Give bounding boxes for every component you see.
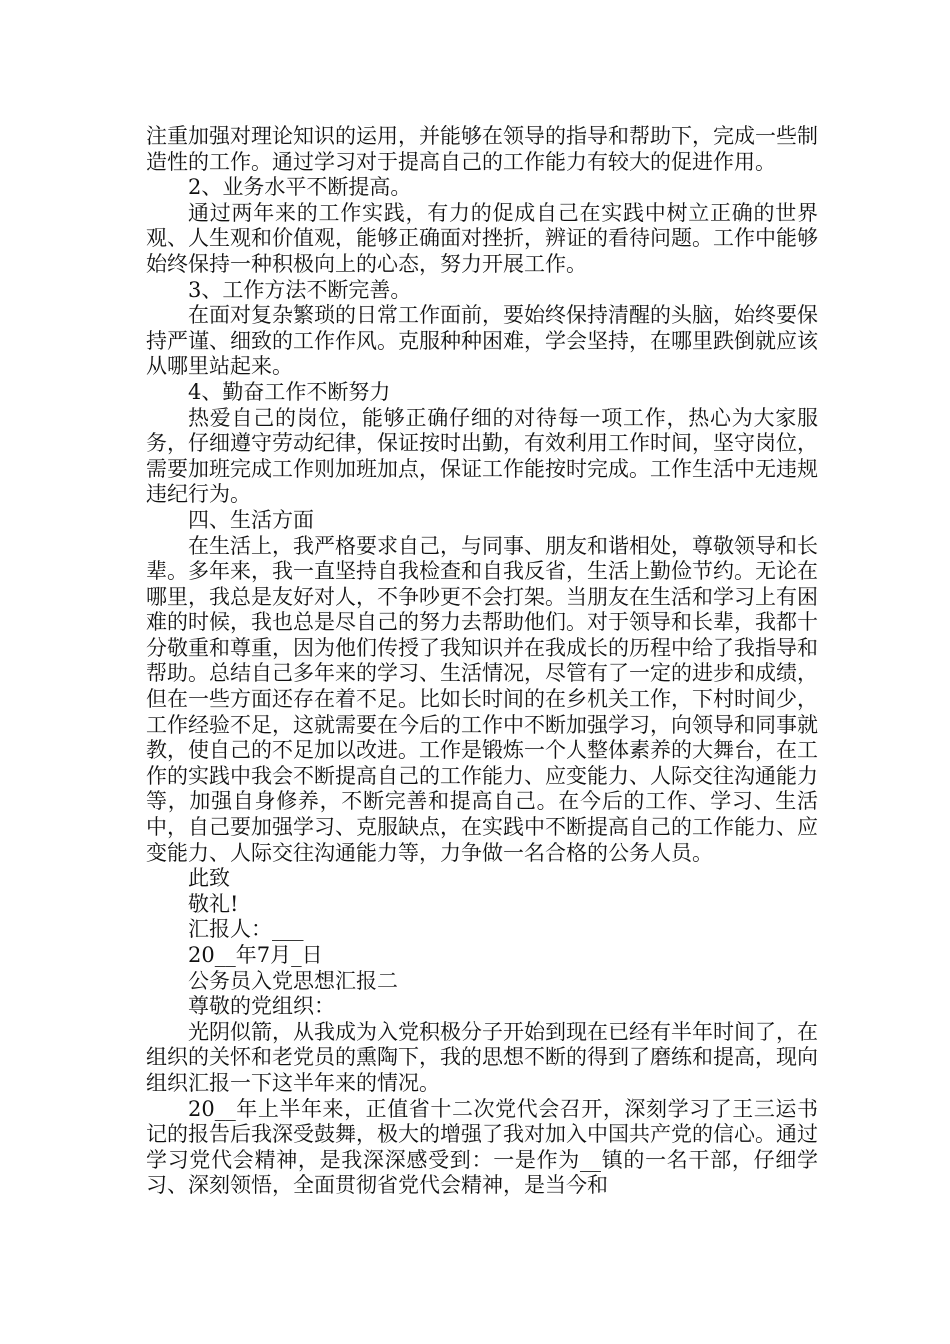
heading-diligent-work: 4、勤奋工作不断努力: [188, 379, 391, 404]
heading-work-method: 3、工作方法不断完善。: [188, 277, 412, 302]
document-page: [146, 124, 818, 1199]
heading-life-aspect: 四、生活方面: [188, 507, 314, 532]
paragraph-life: 在生活上，我严格要求自己，与同事、朋友和谐相处，尊敬领导和长辈。多年来，我一直坚持自我检查和自我反省，生活上勤俭节约。无论在哪里，我总是友好对人，不争吵更不会打架。当朋友在生活和学习上有困难的时候，我也总是尽自己的努力去帮助他们。对于领导和长辈，我都十分敬重和尊重，因为他们传授了我知识并在我成长的历程中给了我指导和帮助。总结自己多年来的学习、生活情况，尽管有了一定的进步和成绩，但在一些方面还存在着不足。比如长时间的在乡机关工作，下村时间少，工作经验不足，这就需要在今后的工作中不断加强学习，向领导和同事就教，使自己的不足加以改进。工作是锻炼一个人整体素养的大舞台，在工作的实践中我会不断提高自己的工作能力、应变能力、人际交往沟通能力等，加强自身修养，不断完善和提高自己。在今后的工作、学习、生活中，自己要加强学习、克服缺点，在实践中不断提高自己的工作能力、应变能力、人际交往沟通能力等，力争做一名合格的公务人员。: [146, 533, 818, 865]
date-line: 20__年7月_日: [188, 943, 323, 967]
section-title-report-two: 公务员入党思想汇报二: [188, 968, 398, 993]
heading-business-level: 2、业务水平不断提高。: [188, 175, 412, 200]
reporter-line: 汇报人：___: [188, 917, 304, 942]
closing-regards: 敬礼!: [188, 891, 239, 916]
greeting-line: 尊敬的党组织：: [188, 994, 335, 1019]
paragraph-love-post: 热爱自己的岗位，能够正确仔细的对待每一项工作，热心为大家服务，仔细遵守劳动纪律，保证按时出勤，有效利用工作时间，坚守岗位，需要加班完成工作则加班加点，保证工作能按时完成。工作生活中无违规违纪行为。: [146, 405, 818, 507]
paragraph-daily-work: 在面对复杂繁琐的日常工作面前，要始终保持清醒的头脑，始终要保持严谨、细致的工作作风。克服种种困难，学会坚持，在哪里跌倒就应该从哪里站起来。: [146, 303, 818, 379]
paragraph-half-year: 光阴似箭，从我成为入党积极分子开始到现在已经有半年时间了，在组织的关怀和老党员的熏陶下，我的思想不断的得到了磨练和提高，现向组织汇报一下这半年来的情况。: [146, 1019, 818, 1095]
closing-salutation: 此致: [188, 866, 230, 891]
paragraph-party-congress: 20__年上半年来，正值省十二次党代会召开，深刻学习了王三运书记的报告后我深受鼓舞，极大的增强了我对加入中国共产党的信心。通过学习党代会精神，是我深深感受到：一是作为__镇的一名干部，仔细学习、深刻领悟，全面贯彻省党代会精神，是当今和: [146, 1096, 818, 1198]
paragraph-intro: 注重加强对理论知识的运用，并能够在领导的指导和帮助下，完成一些制造性的工作。通过学习对于提高自己的工作能力有较大的促进作用。: [146, 124, 818, 174]
paragraph-work-practice: 通过两年来的工作实践，有力的促成自己在实践中树立正确的世界观、人生观和价值观，能够正确面对挫折，辨证的看待问题。工作中能够始终保持一种积极向上的心态，努力开展工作。: [146, 200, 818, 276]
